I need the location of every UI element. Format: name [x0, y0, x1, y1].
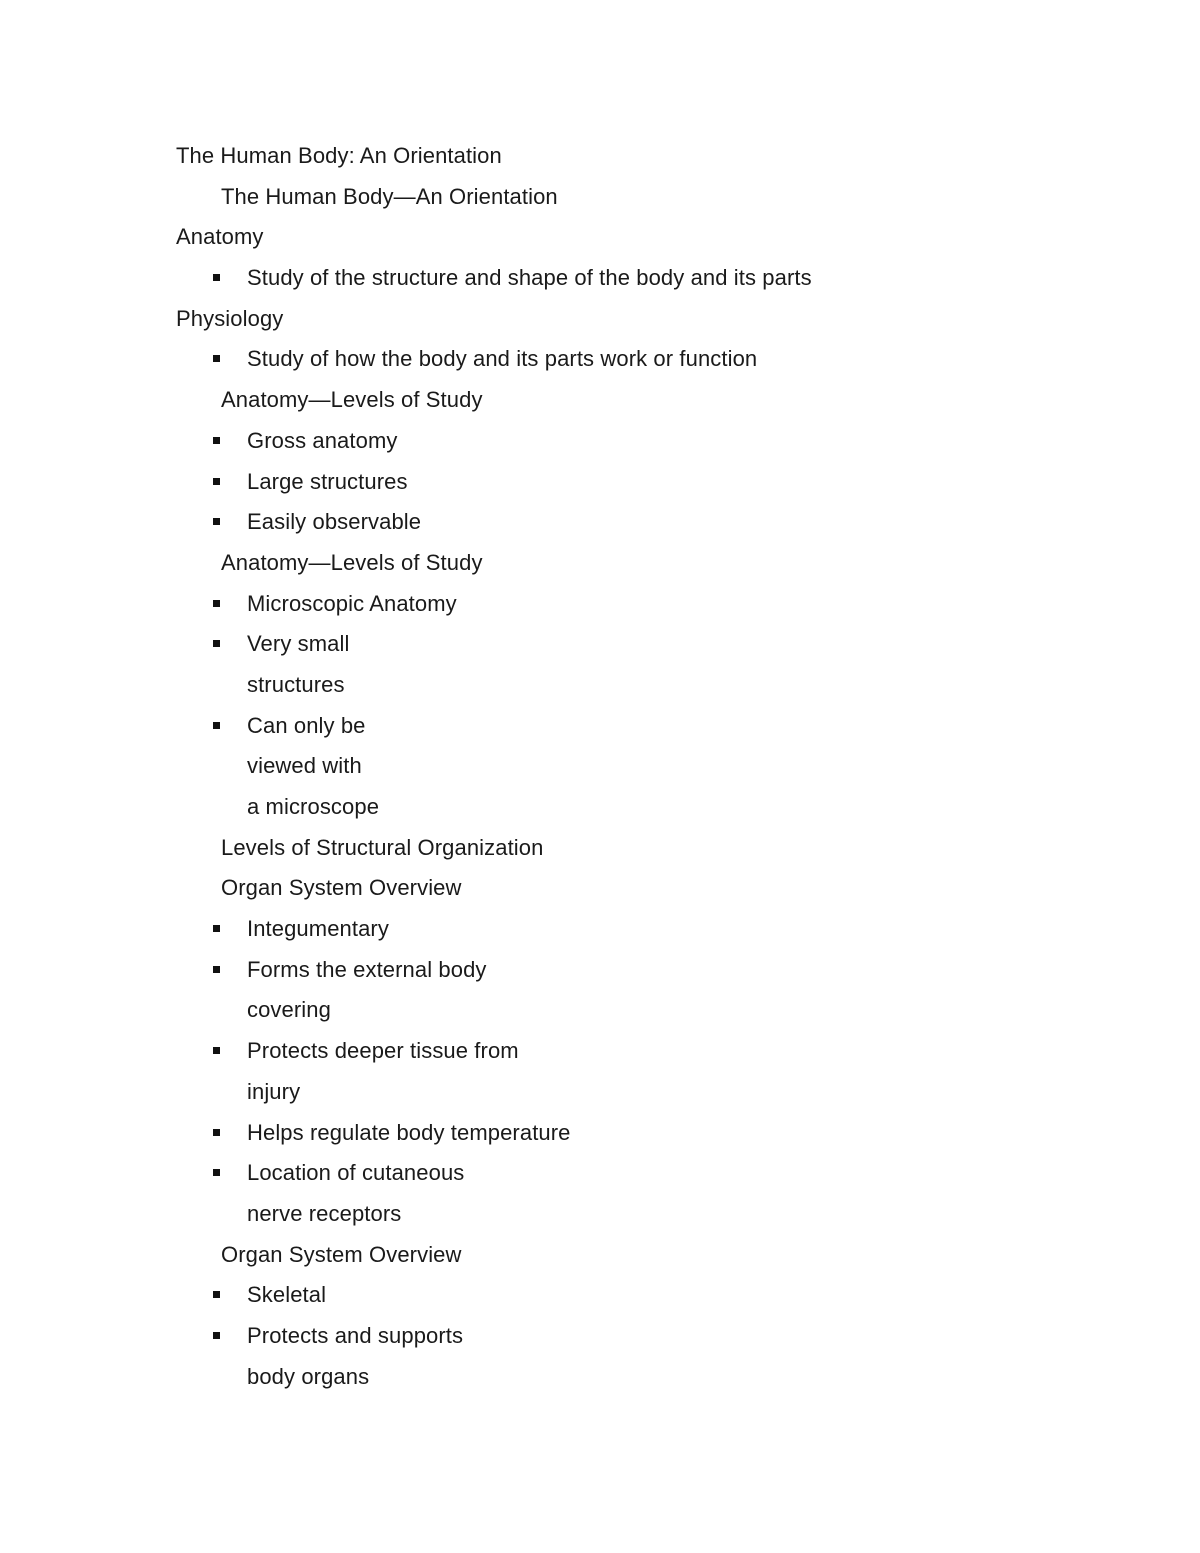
- document-body: [176, 136, 1076, 1397]
- bullet-text: Can only be: [247, 712, 366, 738]
- bullet-text: Forms the external body: [247, 956, 487, 982]
- bullet-text: Helps regulate body temperature: [247, 1119, 571, 1145]
- square-bullet-icon: [213, 1332, 220, 1339]
- slide-title: Organ System Overview: [221, 1241, 462, 1267]
- bullet-continuation: nerve receptors: [247, 1200, 402, 1226]
- square-bullet-icon: [213, 600, 220, 607]
- bullet-item: [176, 1113, 1076, 1154]
- square-bullet-icon: [213, 966, 220, 973]
- slide-title: The Human Body—An Orientation: [221, 183, 558, 209]
- square-bullet-icon: [213, 355, 220, 362]
- bullet-item: [176, 624, 1076, 665]
- square-bullet-icon: [213, 925, 220, 932]
- square-bullet-icon: [213, 1169, 220, 1176]
- bullet-continuation: injury: [247, 1078, 301, 1104]
- bullet-item: [176, 584, 1076, 625]
- bullet-continuation: structures: [247, 671, 345, 697]
- bullet-item: [176, 421, 1076, 462]
- bullet-text: Location of cutaneous: [247, 1160, 465, 1186]
- bullet-item: [176, 339, 1076, 380]
- bullet-continuation: a microscope: [247, 794, 380, 819]
- square-bullet-icon: [213, 478, 220, 485]
- square-bullet-icon: [213, 1291, 220, 1298]
- bullet-continuation: covering: [247, 997, 331, 1023]
- slide-title: Levels of Structural Organization: [221, 834, 544, 860]
- square-bullet-icon: [213, 1047, 220, 1054]
- bullet-item: [176, 1316, 1076, 1357]
- bullet-continuation: viewed with: [247, 753, 362, 779]
- bullet-item: [176, 1031, 1076, 1072]
- bullet-text: Protects deeper tissue from: [247, 1038, 519, 1064]
- slide-title: Anatomy—Levels of Study: [221, 549, 483, 575]
- slide-title: Organ System Overview: [221, 875, 462, 901]
- section-heading: Anatomy: [176, 224, 264, 250]
- bullet-text: Protects and supports: [247, 1322, 464, 1348]
- bullet-continuation: body organs: [247, 1363, 370, 1389]
- section-heading: Physiology: [176, 305, 284, 331]
- bullet-text: Easily observable: [247, 509, 422, 535]
- bullet-text: Microscopic Anatomy: [247, 590, 457, 616]
- bullet-item: [176, 502, 1076, 543]
- bullet-item: [176, 909, 1076, 950]
- bullet-text: Skeletal: [247, 1282, 327, 1308]
- bullet-item: [176, 1275, 1076, 1316]
- bullet-text: Large structures: [247, 468, 408, 494]
- bullet-text: Study of the structure and shape of the body and its parts: [247, 265, 812, 291]
- bullet-item: [176, 258, 1076, 299]
- square-bullet-icon: [213, 722, 220, 729]
- bullet-text: Integumentary: [247, 916, 389, 942]
- bullet-item: [176, 950, 1076, 991]
- bullet-item: [176, 462, 1076, 503]
- square-bullet-icon: [213, 1129, 220, 1136]
- bullet-item: [176, 706, 1076, 747]
- square-bullet-icon: [213, 274, 220, 281]
- bullet-text: Gross anatomy: [247, 427, 398, 453]
- square-bullet-icon: [213, 518, 220, 525]
- bullet-item: [176, 1153, 1076, 1194]
- square-bullet-icon: [213, 437, 220, 444]
- bullet-text: Study of how the body and its parts work or function: [247, 346, 758, 372]
- slide-title: Anatomy—Levels of Study: [221, 387, 483, 413]
- bullet-text: Very small: [247, 631, 350, 657]
- document-title: The Human Body: An Orientation: [176, 143, 502, 168]
- square-bullet-icon: [213, 640, 220, 647]
